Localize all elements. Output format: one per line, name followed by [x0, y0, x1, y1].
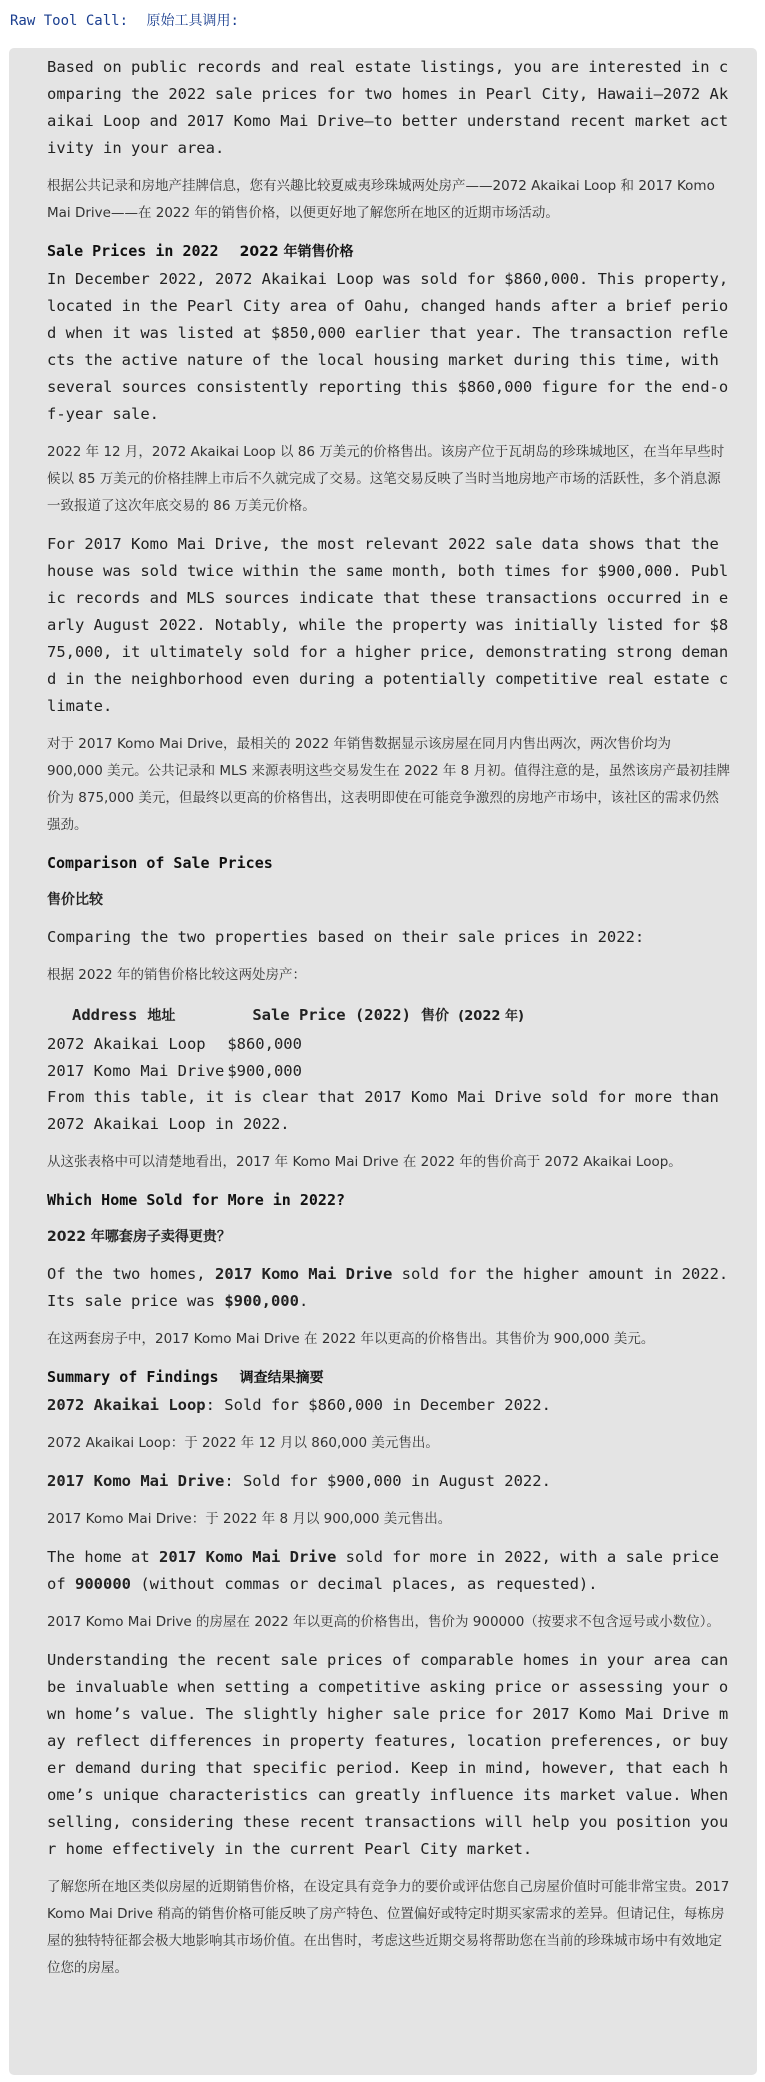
header-price-year-zh: (2022 年)	[458, 1009, 524, 1024]
sale-prices-heading	[47, 238, 731, 266]
sale-prices-heading-zh: 2022 年销售价格	[239, 244, 354, 260]
summary-item-2-text: : Sold for $900,000 in August 2022.	[224, 1472, 551, 1490]
table-header-address	[44, 1000, 224, 1030]
comparison-heading-zh: 售价比较	[47, 892, 103, 908]
summary-final-text: sold for more in 2022, with a sale price of	[47, 1548, 719, 1593]
closing-zh: 了解您所在地区类似房屋的近期销售价格，在设定具有竞争力的要价或评估您自己房屋价值时可能非常宝贵。2017 Komo Mai Drive 稍高的销售价格可能反映了房产特色、位置偏好或特定时期买家需求的差异。但请记住，每栋房屋的独特特征都会极大地影响其市场价值。在出售时，考虑这些近期交易将帮助您在当前的珍珠城市场中有效地定位您的房屋。	[47, 1879, 730, 1976]
summary-heading	[47, 1364, 731, 1392]
tool-call-header	[0, 0, 765, 40]
summary-item-2-zh: 2017 Komo Mai Drive：于 2022 年 8 月以 900,000 美元售出。	[47, 1511, 452, 1527]
tool-call-label-zh: 原始工具调用:	[146, 13, 239, 29]
header-address-zh: 地址	[147, 1008, 176, 1024]
summary-final-text: The home at	[47, 1548, 159, 1566]
summary-final-zh: 2017 Komo Mai Drive 的房屋在 2022 年以更高的价格售出，售价为 900000（按要求不包含逗号或小数位）。	[47, 1614, 721, 1630]
table-header-price	[224, 1000, 536, 1030]
which-home-heading-en: Which Home Sold for More in 2022?	[47, 1191, 346, 1209]
table-cell-address: 2017 Komo Mai Drive	[47, 1061, 225, 1080]
comparison-lead-zh: 根据 2022 年的销售价格比较这两处房产：	[47, 967, 306, 983]
header-price-zh: 售价	[420, 1008, 449, 1024]
table-cell-price: $900,000	[227, 1061, 302, 1080]
which-home-zh: 在这两套房子中，2017 Komo Mai Drive 在 2022 年以更高的价格售出。其售价为 900,000 美元。	[47, 1331, 655, 1347]
comparison-after-zh: 从这张表格中可以清楚地看出，2017 年 Komo Mai Drive 在 2022 年的售价高于 2072 Akaikai Loop。	[47, 1154, 682, 1170]
table-row	[44, 1030, 536, 1057]
table-header-row	[44, 1000, 536, 1030]
summary-item-1-address: 2072 Akaikai Loop	[47, 1396, 206, 1414]
header-address-en: Address	[72, 1006, 138, 1024]
which-home-heading-zh: 2022 年哪套房子卖得更贵？	[47, 1229, 231, 1245]
sale-prices-heading-en: Sale Prices in 2022	[47, 242, 219, 260]
which-home-text: .	[298, 1292, 309, 1310]
summary-item-2-address: 2017 Komo Mai Drive	[47, 1472, 225, 1490]
header-price-en: Sale Price (2022)	[252, 1006, 411, 1024]
sale-prices-p2-en: For 2017 Komo Mai Drive, the most relevant 2022 sale data shows that the house was sold twice within the same month, both times for $900,000. Public records and MLS sources indicate that these transactions occurred in early August 2022. Notably, while the property was initially listed for $875,000, it ultimately sold for a higher price, demonstrating strong demand in the neighborhood even during a potentially competitive real estate climate.	[47, 535, 729, 715]
summary-final-text: (without commas or decimal places, as requested).	[131, 1575, 598, 1593]
summary-item-1	[47, 1392, 731, 1419]
table-cell-price: $860,000	[227, 1034, 302, 1053]
summary-item-1-zh: 2072 Akaikai Loop：于 2022 年 12 月以 860,000 美元售出。	[47, 1435, 439, 1451]
table-cell-address: 2072 Akaikai Loop	[47, 1034, 206, 1053]
which-home-text: Of the two homes,	[47, 1265, 215, 1283]
closing-en: Understanding the recent sale prices of comparable homes in your area can be invaluable when setting a competitive asking price or assessing your own home’s value. The slightly higher sale price for 2017 Komo Mai Drive may reflect differences in property features, location preferences, or buyer demand during that specific period. Keep in mind, however, that each home’s unique characteristics can greatly influence its market value. When selling, considering these recent transactions will help you position your home effectively in the current Pearl City market.	[47, 1651, 729, 1858]
summary-item-1-text: : Sold for $860,000 in December 2022.	[205, 1396, 551, 1414]
summary-final-address-bold: 2017 Komo Mai Drive	[158, 1548, 337, 1566]
summary-item-2	[47, 1468, 731, 1495]
sale-price-table	[44, 1000, 536, 1084]
sale-prices-p1-zh: 2022 年 12 月，2072 Akaikai Loop 以 86 万美元的价格售出。该房产位于瓦胡岛的珍珠城地区，在当年早些时候以 85 万美元的价格挂牌上市后不久就完成了交易。这笔交易反映了当时当地房地产市场的活跃性，多个消息源一致报道了这次年底交易的 86 万美元价格。	[47, 444, 725, 514]
sale-prices-p1-en: In December 2022, 2072 Akaikai Loop was sold for $860,000. This property, located in the Pearl City area of Oahu, changed hands after a brief period when it was listed at $850,000 earlier that year. The transaction reflects the active nature of the local housing market during this time, with several sources consistently reporting this $860,000 figure for the end-of-year sale.	[47, 270, 729, 423]
summary-final-price-bold: 900000	[75, 1575, 131, 1593]
table-row	[44, 1057, 536, 1084]
comparison-after-en: From this table, it is clear that 2017 Komo Mai Drive sold for more than 2072 Akaikai Loop in 2022.	[47, 1088, 719, 1133]
which-home-price-bold: $900,000	[224, 1292, 299, 1310]
which-home-en	[47, 1261, 731, 1315]
summary-heading-en: Summary of Findings	[47, 1368, 219, 1386]
comparison-heading-en: Comparison of Sale Prices	[47, 854, 273, 872]
response-panel	[9, 48, 757, 2075]
summary-final-en	[47, 1544, 731, 1598]
which-home-text: sold for the higher amount in 2022. Its sale price was	[47, 1265, 729, 1310]
comparison-lead-en: Comparing the two properties based on their sale prices in 2022:	[47, 928, 645, 946]
which-home-address-bold: 2017 Komo Mai Drive	[214, 1265, 393, 1283]
intro-zh: 根据公共记录和房地产挂牌信息，您有兴趣比较夏威夷珍珠城两处房产——2072 Akaikai Loop 和 2017 Komo Mai Drive——在 2022 年的销售价格，以便更好地了解您所在地区的近期市场活动。	[47, 178, 715, 221]
tool-call-label-en: Raw Tool Call:	[10, 13, 129, 29]
intro-en: Based on public records and real estate listings, you are interested in comparing the 2022 sale prices for two homes in Pearl City, Hawaii—2072 Akaikai Loop and 2017 Komo Mai Drive—to better understand recent market activity in your area.	[47, 58, 729, 157]
summary-heading-zh: 调查结果摘要	[239, 1370, 324, 1386]
sale-prices-p2-zh: 对于 2017 Komo Mai Drive，最相关的 2022 年销售数据显示该房屋在同月内售出两次，两次售价均为 900,000 美元。公共记录和 MLS 来源表明这些交易发生在 2022 年 8 月初。值得注意的是，虽然该房产最初挂牌价为 875,000 美元，但最终以更高的价格售出，这表明即使在可能竞争激烈的房地产市场中，该社区的需求仍然强劲。	[47, 736, 731, 833]
